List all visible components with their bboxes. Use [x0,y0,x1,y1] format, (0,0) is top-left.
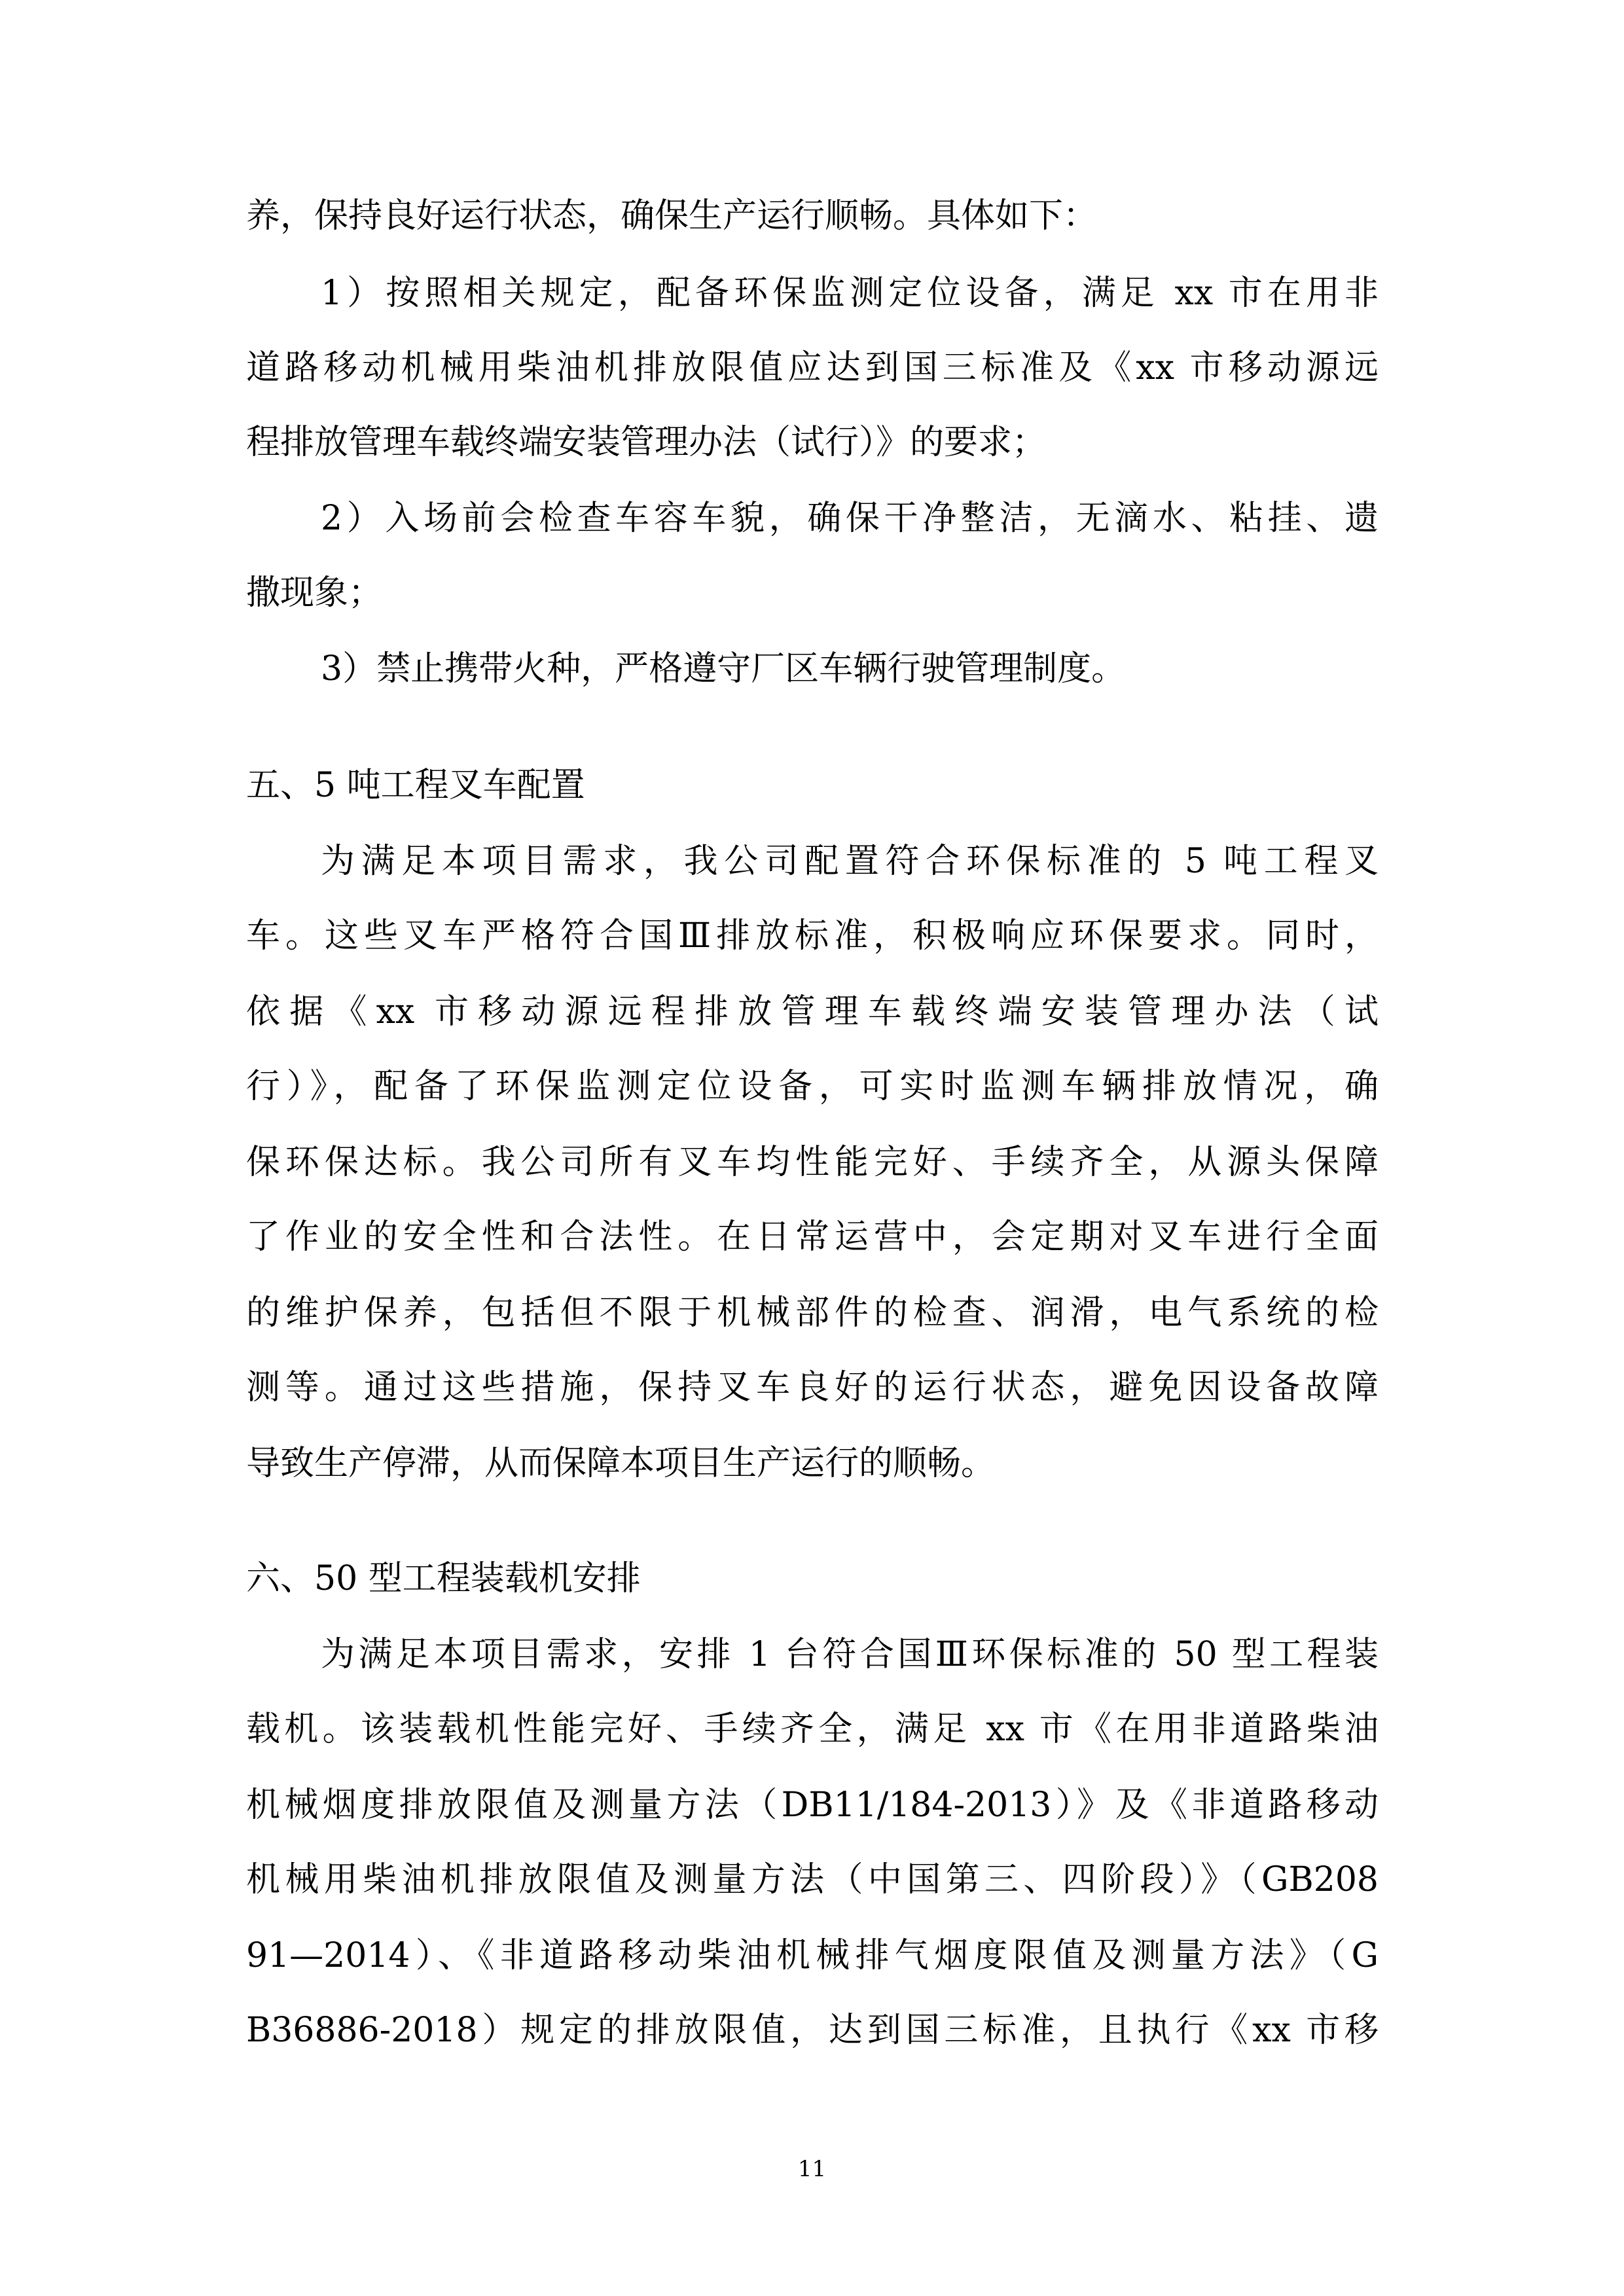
paragraph-line: 了作业的安全性和合法性。在日常运营中，会定期对叉车进行全面 [246,1217,1379,1257]
paragraph-line: 为满足本项目需求，安排 1 台符合国Ⅲ环保标准的 50 型工程装 [321,1635,1379,1674]
paragraph-line: 依据《xx 市移动源远程排放管理车载终端安装管理办法（试 [246,992,1379,1031]
paragraph-line: 测等。通过这些措施，保持叉车良好的运行状态，避免因设备故障 [246,1368,1379,1407]
section-heading: 五、5 吨工程叉车配置 [246,766,585,805]
paragraph-line: 载机。该装载机性能完好、手续齐全，满足 xx 市《在用非道路柴油 [246,1710,1379,1749]
paragraph-line: 91—2014）、《非道路移动柴油机械排气烟度限值及测量方法》（G [246,1936,1379,1975]
paragraph-line: 车。这些叉车严格符合国Ⅲ排放标准，积极响应环保要求。同时， [246,916,1379,956]
list-item-1-cont: 道路移动机械用柴油机排放限值应达到国三标准及《xx 市移动源远 [246,348,1379,387]
paragraph-line: 行）》，配备了环保监测定位设备，可实时监测车辆排放情况，确 [246,1067,1379,1106]
list-item-2: 2）入场前会检查车容车貌，确保干净整洁，无滴水、粘挂、遗 [321,499,1379,538]
paragraph-line: 为满足本项目需求，我公司配置符合环保标准的 5 吨工程叉 [321,842,1379,881]
list-item-3: 3）禁止携带火种，严格遵守厂区车辆行驶管理制度。 [321,649,1126,689]
paragraph-line: 机械用柴油机排放限值及测量方法（中国第三、四阶段）》（GB208 [246,1860,1379,1899]
page-number: 11 [797,2156,827,2182]
paragraph-line: 导致生产停滞，从而保障本项目生产运行的顺畅。 [246,1444,996,1483]
paragraph-line: B36886-2018）规定的排放限值，达到国三标准，且执行《xx 市移 [246,2011,1379,2050]
list-item-2-cont: 撒现象； [246,573,383,613]
list-item-1: 1）按照相关规定，配备环保监测定位设备，满足 xx 市在用非 [321,274,1379,313]
list-item-1-cont: 程排放管理车载终端安装管理办法（试行）》的要求； [246,423,1047,462]
section-heading: 六、50 型工程装载机安排 [246,1559,641,1598]
paragraph-line: 保环保达标。我公司所有叉车均性能完好、手续齐全，从源头保障 [246,1143,1379,1182]
paragraph-line: 的维护保养，包括但不限于机械部件的检查、润滑，电气系统的检 [246,1293,1379,1333]
paragraph-line: 养，保持良好运行状态，确保生产运行顺畅。具体如下： [246,196,1098,236]
paragraph-line: 机械烟度排放限值及测量方法（DB11/184-2013）》及《非道路移动 [246,1785,1379,1825]
